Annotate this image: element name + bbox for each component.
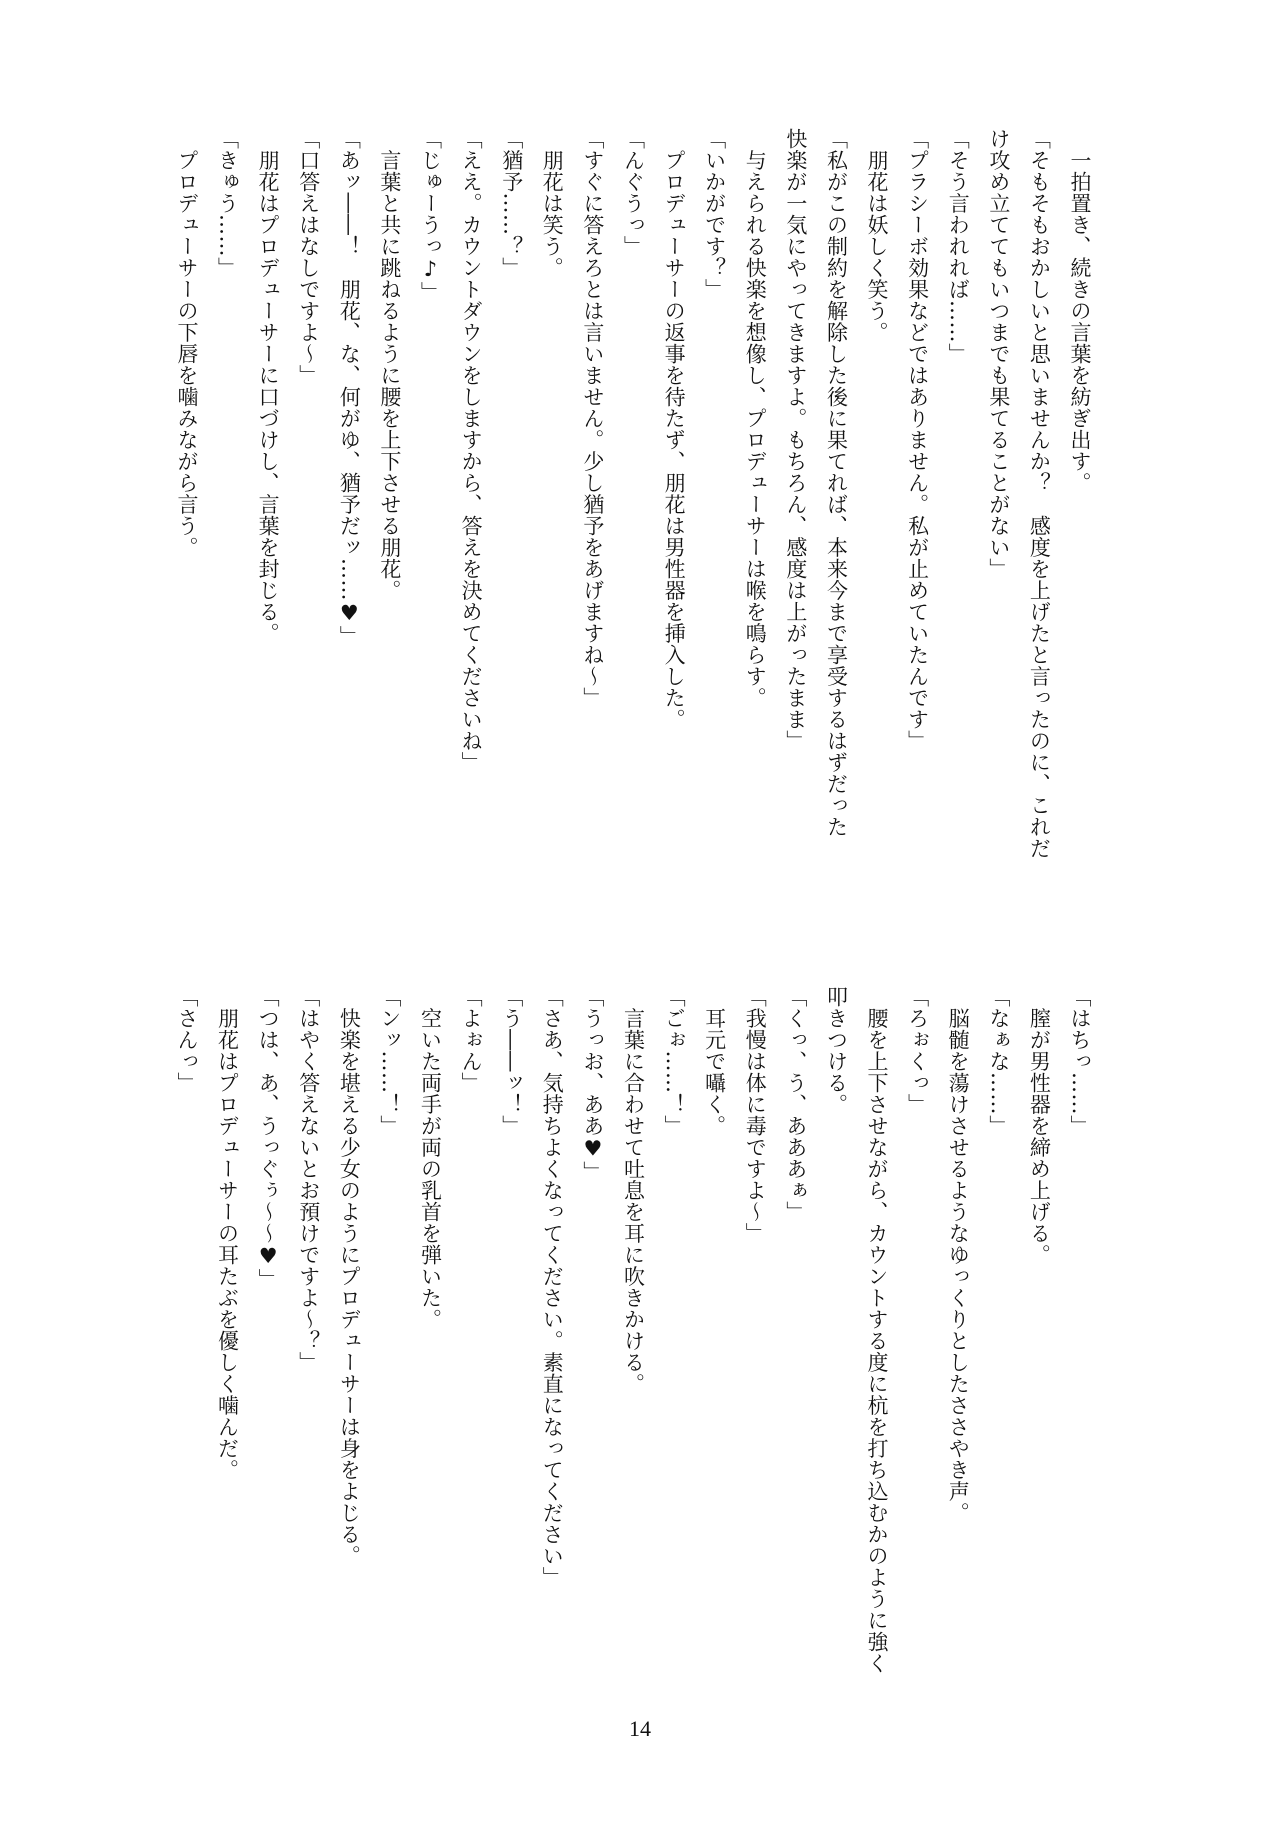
text-line: 言葉と共に跳ねるように腰を上下させる朋花。 — [377, 128, 402, 601]
text-line: 「う――ッ！」 — [499, 986, 524, 1137]
text-line: 「さんっ」 — [174, 986, 199, 1094]
text-line: 「ンッ……！」 — [377, 986, 402, 1137]
text-line: 「じゅーうっ♪」 — [418, 128, 443, 303]
text-line: 快楽が一気にやってきますよ。もちろん、感度は上がったまま」 — [783, 128, 808, 752]
text-line: 「よぉん」 — [459, 986, 484, 1094]
text-line: 朋花は笑う。 — [540, 128, 565, 279]
text-line: 「そう言われれば……」 — [946, 128, 971, 365]
text-line: 朋花はプロデューサーに口づけし、言葉を封じる。 — [256, 128, 281, 644]
text-line: プロデューサーの下唇を噛みながら言う。 — [174, 128, 199, 558]
text-line: 「プラシーボ効果などではありません。私が止めていたんです」 — [905, 128, 930, 752]
upper-text-block — [166, 128, 1100, 968]
text-line: 叩きつける。 — [824, 986, 849, 1115]
text-line: 快楽を堪える少女のようにプロデューサーは身をよじる。 — [337, 986, 362, 1567]
text-line: 「はちっ……」 — [1068, 986, 1092, 1137]
text-line: 「あッ――！ 朋花、な、何がゆ、猶予だッ……♥」 — [337, 128, 362, 647]
text-line: 「なぁな……」 — [986, 986, 1011, 1137]
text-line: 「口答えはなしですよ～」 — [296, 128, 321, 386]
lower-text-block — [166, 986, 1100, 1826]
text-line: 「猶予……？」 — [499, 128, 524, 279]
text-line: 耳元で囁く。 — [702, 986, 727, 1137]
text-line: 脳髄を蕩けさせるようなゆっくりとしたささやき声。 — [946, 986, 971, 1524]
text-line: 「ええ。カウントダウンをしますから、答えを決めてくださいね」 — [459, 128, 484, 773]
page-number: 14 — [629, 1716, 651, 1741]
text-line: 「くっ、う、あああぁ」 — [783, 986, 808, 1223]
text-line: 膣が男性器を締め上げる。 — [1027, 986, 1052, 1266]
text-line: け攻め立ててもいつまでも果てることがない」 — [986, 128, 1011, 580]
text-line: 「私がこの制約を解除した後に果てれば、本来今まで享受するはずだった — [824, 128, 849, 838]
text-line: 「我慢は体に毒ですよ～」 — [743, 986, 768, 1244]
text-line: 「んぐうっ」 — [621, 128, 646, 257]
text-line: 「いかがです？」 — [702, 128, 727, 300]
text-line: 「さあ、気持ちよくなってください。素直になってください」 — [540, 986, 565, 1588]
text-line: 空いた両手が両の乳首を弾いた。 — [418, 986, 443, 1330]
text-line: 「うっお、ああ♥」 — [580, 986, 605, 1183]
text-line: プロデューサーの返事を待たず、朋花は男性器を挿入した。 — [662, 128, 687, 730]
text-line: 「ろぉくっ」 — [905, 986, 930, 1115]
text-line: 腰を上下させながら、カウントする度に杭を打ち込むかのように強く — [865, 986, 890, 1674]
text-line: 言葉に合わせて吐息を耳に吹きかける。 — [621, 986, 646, 1395]
text-line: 「ごぉ……！」 — [662, 986, 687, 1137]
text-line: 「すぐに答えろとは言いません。少し猶予をあげますね～」 — [580, 128, 605, 709]
text-line: 「そもそもおかしいと思いませんか？ 感度を上げたと言ったのに、これだ — [1027, 128, 1052, 859]
text-line: 朋花はプロデューサーの耳たぶを優しく噛んだ。 — [215, 986, 240, 1481]
text-line: 朋花は妖しく笑う。 — [865, 128, 890, 343]
text-line: 「つは、あ、うっぐぅ～～♥」 — [256, 986, 281, 1290]
text-line: 与えられる快楽を想像し、プロデューサーは喉を鳴らす。 — [743, 128, 768, 709]
text-line: 一拍置き、続きの言葉を紡ぎ出す。 — [1068, 128, 1092, 494]
text-line: 「はやく答えないとお預けですよ～？」 — [296, 986, 321, 1373]
text-line: 「きゅう……」 — [215, 128, 240, 279]
